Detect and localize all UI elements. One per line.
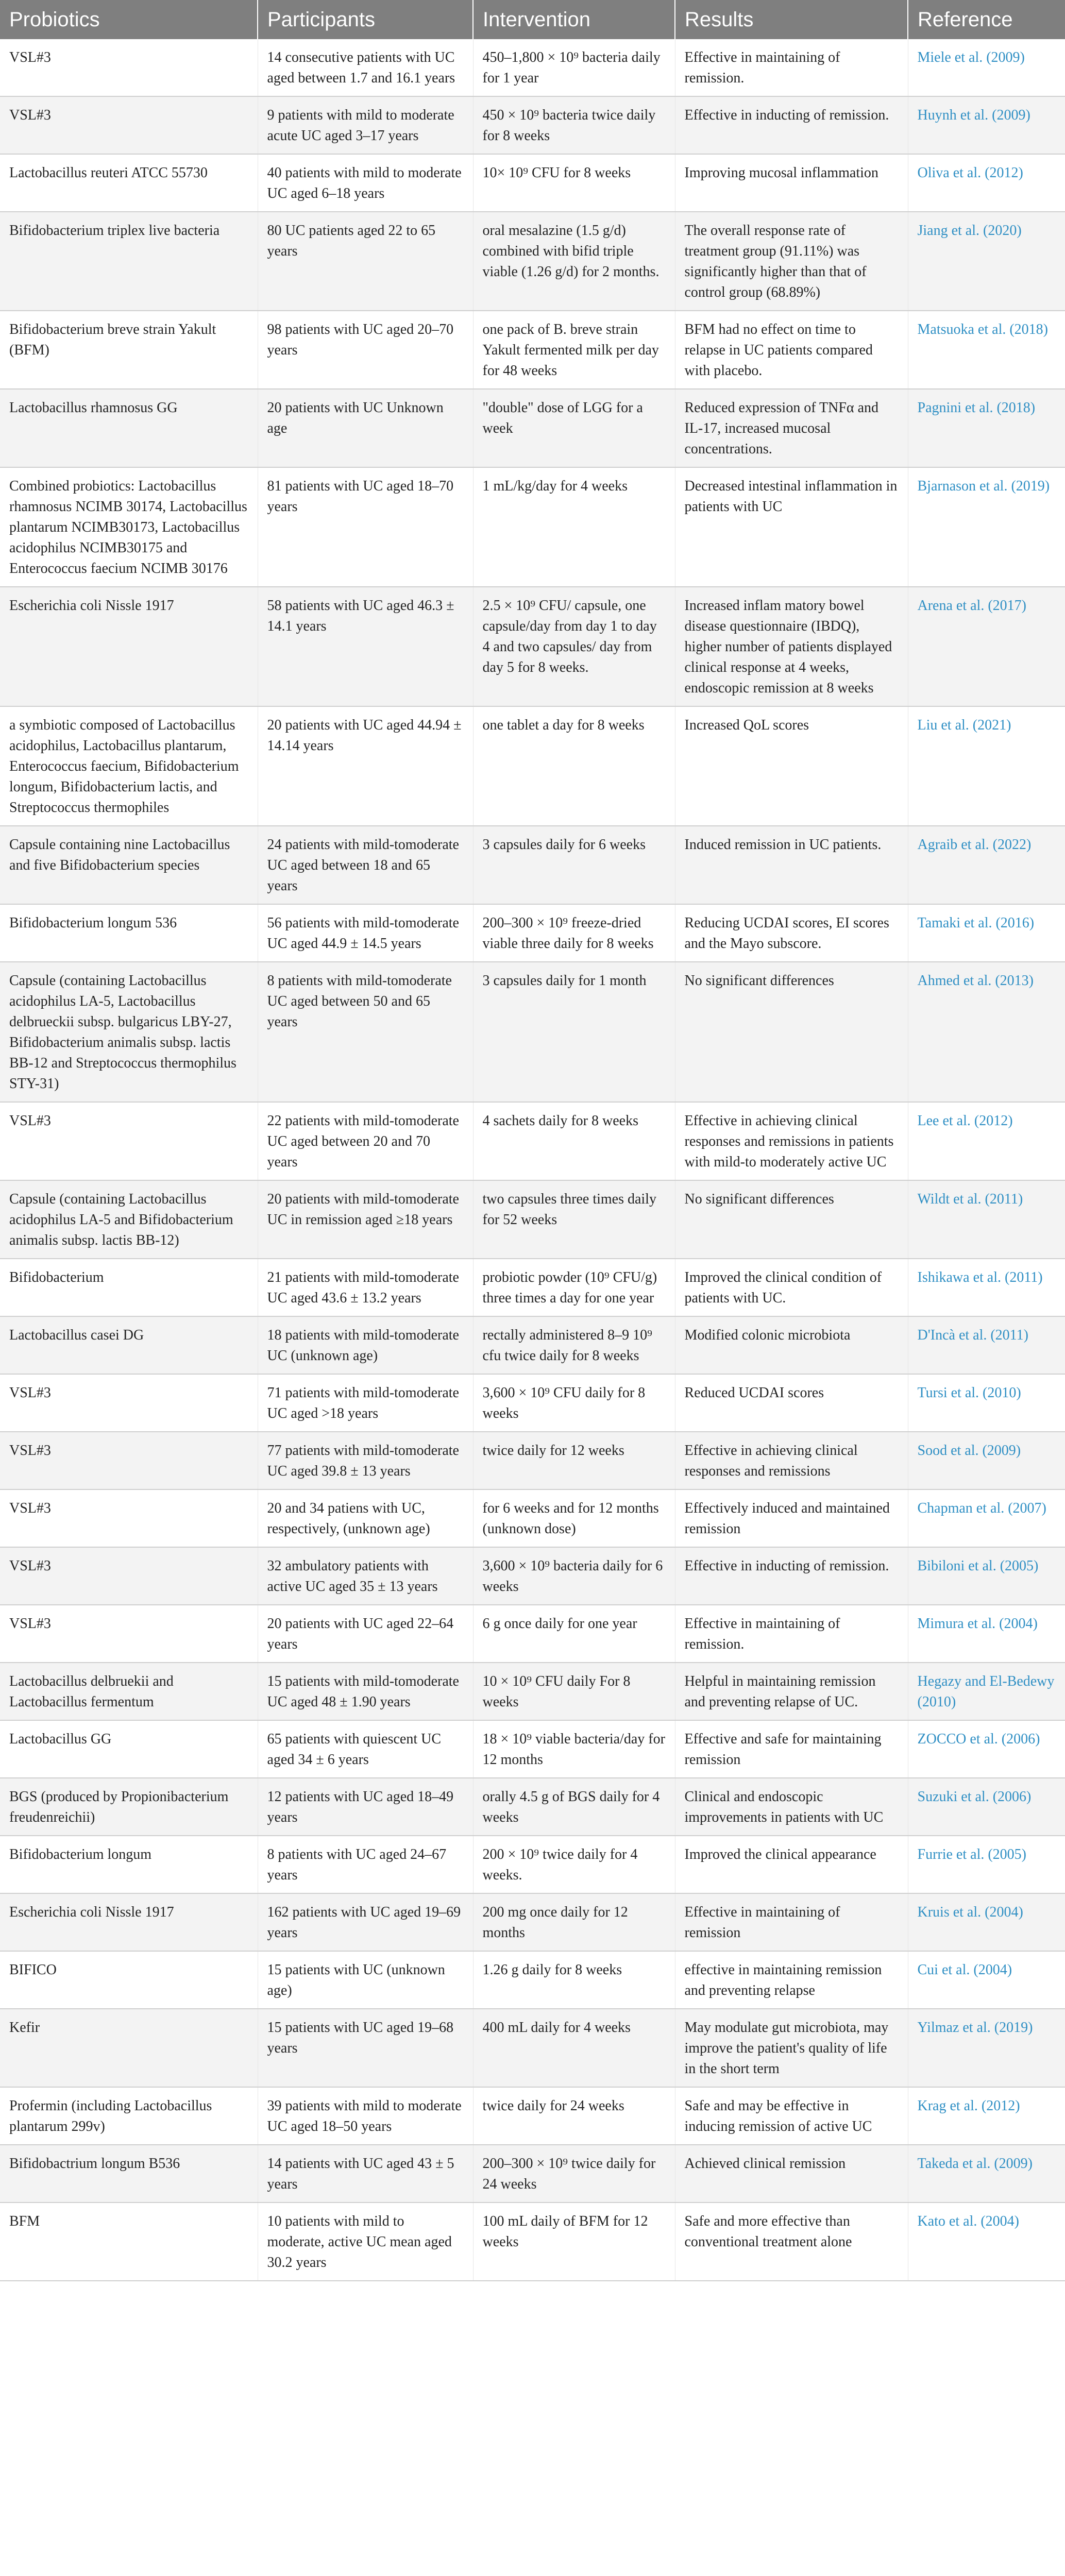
cell-results: Effective in maintaining of remission. [675,1605,908,1663]
cell-probiotic: Lactobacillus reuteri ATCC 55730 [0,154,258,212]
cell-reference[interactable]: Pagnini et al. (2018) [908,389,1065,467]
cell-reference[interactable]: Jiang et al. (2020) [908,212,1065,311]
cell-results: The overall response rate of treatment group (91.11%) was significantly higher than that of control group (68.89%) [675,212,908,311]
cell-intervention: one pack of B. breve strain Yakult fermented milk per day for 48 weeks [473,311,675,389]
cell-intervention: 3 capsules daily for 6 weeks [473,826,675,904]
table-row [0,39,1065,96]
cell-reference[interactable]: Cui et al. (2004) [908,1951,1065,2009]
table-row [0,2145,1065,2202]
cell-probiotic: Lactobacillus rhamnosus GG [0,389,258,467]
cell-reference[interactable]: Bjarnason et al. (2019) [908,467,1065,587]
cell-intervention: oral mesalazine (1.5 g/d) combined with bifid triple viable (1.26 g/d) for 2 months. [473,212,675,311]
table-body [0,39,1065,2281]
header-probiotics: Probiotics [0,0,258,39]
cell-intervention: twice daily for 24 weeks [473,2087,675,2145]
cell-probiotic: Bifidobacterium triplex live bacteria [0,212,258,311]
cell-reference[interactable]: Kato et al. (2004) [908,2202,1065,2281]
cell-intervention: rectally administered 8–9 10⁹ cfu twice daily for 8 weeks [473,1316,675,1374]
cell-reference[interactable]: ZOCCO et al. (2006) [908,1720,1065,1778]
cell-results: Safe and more effective than conventional treatment alone [675,2202,908,2281]
cell-results: Improved the clinical appearance [675,1836,908,1893]
cell-results: Achieved clinical remission [675,2145,908,2202]
cell-reference[interactable]: Takeda et al. (2009) [908,2145,1065,2202]
table-row [0,212,1065,311]
cell-intervention: 200–300 × 10⁹ twice daily for 24 weeks [473,2145,675,2202]
cell-probiotic: Capsule containing nine Lactobacillus and five Bifidobacterium species [0,826,258,904]
cell-probiotic: VSL#3 [0,39,258,96]
cell-probiotic: BFM [0,2202,258,2281]
table-row [0,1432,1065,1489]
table-row [0,1663,1065,1720]
table-row [0,2009,1065,2087]
cell-probiotic: BGS (produced by Propionibacterium freudenreichii) [0,1778,258,1836]
cell-reference[interactable]: Yilmaz et al. (2019) [908,2009,1065,2087]
cell-participants: 65 patients with quiescent UC aged 34 ± 6 years [258,1720,473,1778]
cell-reference[interactable]: Huynh et al. (2009) [908,96,1065,154]
cell-intervention: 200–300 × 10⁹ freeze-dried viable three daily for 8 weeks [473,904,675,962]
cell-intervention: 100 mL daily of BFM for 12 weeks [473,2202,675,2281]
cell-probiotic: Bifidobacterium breve strain Yakult (BFM) [0,311,258,389]
cell-intervention: 3,600 × 10⁹ CFU daily for 8 weeks [473,1374,675,1432]
cell-participants: 20 patients with mild-tomoderate UC in remission aged ≥18 years [258,1180,473,1259]
cell-probiotic: a symbiotic composed of Lactobacillus acidophilus, Lactobacillus plantarum, Enterococcus faecium, Bifidobacterium longum, Bifidobacterium lactis, and Streptococcus thermophiles [0,706,258,826]
cell-results: May modulate gut microbiota, may improve the patient's quality of life in the short term [675,2009,908,2087]
cell-participants: 24 patients with mild-tomoderate UC aged between 18 and 65 years [258,826,473,904]
cell-probiotic: Lactobacillus delbruekii and Lactobacillus fermentum [0,1663,258,1720]
cell-participants: 77 patients with mild-tomoderate UC aged 39.8 ± 13 years [258,1432,473,1489]
table-row [0,96,1065,154]
cell-intervention: 2.5 × 10⁹ CFU/ capsule, one capsule/day from day 1 to day 4 and two capsules/ day from day 5 for 8 weeks. [473,587,675,706]
cell-participants: 14 patients with UC aged 43 ± 5 years [258,2145,473,2202]
cell-results: Reduced expression of TNFα and IL-17, increased mucosal concentrations. [675,389,908,467]
table-row [0,1374,1065,1432]
cell-reference[interactable]: Tursi et al. (2010) [908,1374,1065,1432]
cell-intervention: 200 mg once daily for 12 months [473,1893,675,1951]
cell-results: BFM had no effect on time to relapse in UC patients compared with placebo. [675,311,908,389]
cell-intervention: 18 × 10⁹ viable bacteria/day for 12 months [473,1720,675,1778]
cell-results: Effective in maintaining of remission [675,1893,908,1951]
cell-participants: 39 patients with mild to moderate UC aged 18–50 years [258,2087,473,2145]
cell-participants: 15 patients with UC (unknown age) [258,1951,473,2009]
cell-intervention: 1.26 g daily for 8 weeks [473,1951,675,2009]
cell-reference[interactable]: Mimura et al. (2004) [908,1605,1065,1663]
table-row [0,587,1065,706]
cell-probiotic: Bifidobactrium longum B536 [0,2145,258,2202]
cell-probiotic: Bifidobacterium longum [0,1836,258,1893]
cell-probiotic: Kefir [0,2009,258,2087]
table-row [0,1836,1065,1893]
cell-participants: 40 patients with mild to moderate UC aged 6–18 years [258,154,473,212]
cell-participants: 71 patients with mild-tomoderate UC aged >18 years [258,1374,473,1432]
cell-results: Clinical and endoscopic improvements in patients with UC [675,1778,908,1836]
cell-intervention: one tablet a day for 8 weeks [473,706,675,826]
cell-results: Reduced UCDAI scores [675,1374,908,1432]
table-header [0,0,1065,39]
cell-results: Modified colonic microbiota [675,1316,908,1374]
cell-participants: 20 patients with UC Unknown age [258,389,473,467]
cell-reference[interactable]: Arena et al. (2017) [908,587,1065,706]
cell-intervention: 6 g once daily for one year [473,1605,675,1663]
cell-probiotic: Capsule (containing Lactobacillus acidophilus LA-5 and Bifidobacterium animalis subsp. lactis BB-12) [0,1180,258,1259]
header-results: Results [675,0,908,39]
cell-intervention: 3,600 × 10⁹ bacteria daily for 6 weeks [473,1547,675,1605]
cell-probiotic: Lactobacillus GG [0,1720,258,1778]
cell-probiotic: VSL#3 [0,1432,258,1489]
table-row [0,904,1065,962]
cell-results: Increased inflam matory bowel disease questionnaire (IBDQ), higher number of patients displayed clinical response at 4 weeks, endoscopic remission at 8 weeks [675,587,908,706]
cell-intervention: 10× 10⁹ CFU for 8 weeks [473,154,675,212]
table-row [0,311,1065,389]
cell-results: Safe and may be effective in inducing remission of active UC [675,2087,908,2145]
table-row [0,1489,1065,1547]
cell-intervention: 450 × 10⁹ bacteria twice daily for 8 weeks [473,96,675,154]
cell-participants: 98 patients with UC aged 20–70 years [258,311,473,389]
cell-intervention: 450–1,800 × 10⁹ bacteria daily for 1 year [473,39,675,96]
cell-participants: 10 patients with mild to moderate, active UC mean aged 30.2 years [258,2202,473,2281]
table-row [0,467,1065,587]
header-participants: Participants [258,0,473,39]
cell-probiotic: VSL#3 [0,1605,258,1663]
cell-probiotic: Escherichia coli Nissle 1917 [0,587,258,706]
table-row [0,1180,1065,1259]
table-row [0,2087,1065,2145]
cell-participants: 58 patients with UC aged 46.3 ± 14.1 years [258,587,473,706]
cell-intervention: 3 capsules daily for 1 month [473,962,675,1102]
table-row [0,1893,1065,1951]
table-row [0,826,1065,904]
table-row [0,706,1065,826]
cell-results: Increased QoL scores [675,706,908,826]
table-row [0,1605,1065,1663]
cell-intervention: two capsules three times daily for 52 weeks [473,1180,675,1259]
table-row [0,1259,1065,1316]
table-row [0,154,1065,212]
cell-probiotic: Capsule (containing Lactobacillus acidophilus LA-5, Lactobacillus delbrueckii subsp. bulgaricus LBY-27, Bifidobacterium animalis subsp. lactis BB-12 and Streptococcus thermophilus STY-31) [0,962,258,1102]
cell-reference[interactable]: Ahmed et al. (2013) [908,962,1065,1102]
cell-results: Reducing UCDAI scores, EI scores and the Mayo subscore. [675,904,908,962]
cell-results: Decreased intestinal inflammation in patients with UC [675,467,908,587]
table-row [0,2202,1065,2281]
cell-reference[interactable]: Bibiloni et al. (2005) [908,1547,1065,1605]
cell-participants: 8 patients with mild-tomoderate UC aged between 50 and 65 years [258,962,473,1102]
cell-results: Effective in inducting of remission. [675,96,908,154]
cell-participants: 12 patients with UC aged 18–49 years [258,1778,473,1836]
cell-results: Effective and safe for maintaining remission [675,1720,908,1778]
cell-reference[interactable]: Wildt et al. (2011) [908,1180,1065,1259]
cell-intervention: 400 mL daily for 4 weeks [473,2009,675,2087]
cell-reference[interactable]: Miele et al. (2009) [908,39,1065,96]
cell-participants: 20 patients with UC aged 44.94 ± 14.14 years [258,706,473,826]
cell-participants: 20 and 34 patiens with UC, respectively, (unknown age) [258,1489,473,1547]
cell-participants: 32 ambulatory patients with active UC aged 35 ± 13 years [258,1547,473,1605]
cell-probiotic: VSL#3 [0,1489,258,1547]
cell-results: Induced remission in UC patients. [675,826,908,904]
cell-intervention: probiotic powder (10⁹ CFU/g) three times a day for one year [473,1259,675,1316]
cell-probiotic: Escherichia coli Nissle 1917 [0,1893,258,1951]
cell-results: Effective in maintaining of remission. [675,39,908,96]
cell-reference[interactable]: D'Incà et al. (2011) [908,1316,1065,1374]
cell-participants: 9 patients with mild to moderate acute UC aged 3–17 years [258,96,473,154]
cell-participants: 18 patients with mild-tomoderate UC (unknown age) [258,1316,473,1374]
header-reference: Reference [908,0,1065,39]
cell-participants: 162 patients with UC aged 19–69 years [258,1893,473,1951]
cell-results: Improving mucosal inflammation [675,154,908,212]
cell-probiotic: Bifidobacterium longum 536 [0,904,258,962]
cell-participants: 81 patients with UC aged 18–70 years [258,467,473,587]
cell-participants: 22 patients with mild-tomoderate UC aged between 20 and 70 years [258,1102,473,1180]
cell-reference[interactable]: Sood et al. (2009) [908,1432,1065,1489]
cell-intervention: "double" dose of LGG for a week [473,389,675,467]
cell-intervention: twice daily for 12 weeks [473,1432,675,1489]
cell-intervention: for 6 weeks and for 12 months (unknown dose) [473,1489,675,1547]
header-row [0,0,1065,39]
table-row [0,1316,1065,1374]
cell-participants: 15 patients with UC aged 19–68 years [258,2009,473,2087]
cell-reference[interactable]: Kruis et al. (2004) [908,1893,1065,1951]
cell-intervention: 1 mL/kg/day for 4 weeks [473,467,675,587]
cell-reference[interactable]: Agraib et al. (2022) [908,826,1065,904]
cell-results: Effective in inducting of remission. [675,1547,908,1605]
cell-participants: 14 consecutive patients with UC aged between 1.7 and 16.1 years [258,39,473,96]
cell-probiotic: Profermin (including Lactobacillus plantarum 299v) [0,2087,258,2145]
table-row [0,1720,1065,1778]
cell-probiotic: VSL#3 [0,1102,258,1180]
cell-reference[interactable]: Suzuki et al. (2006) [908,1778,1065,1836]
cell-results: No significant differences [675,1180,908,1259]
table-row [0,389,1065,467]
cell-reference[interactable]: Oliva et al. (2012) [908,154,1065,212]
cell-reference[interactable]: Tamaki et al. (2016) [908,904,1065,962]
cell-results: No significant differences [675,962,908,1102]
cell-reference[interactable]: Ishikawa et al. (2011) [908,1259,1065,1316]
cell-intervention: 10 × 10⁹ CFU daily For 8 weeks [473,1663,675,1720]
cell-results: Helpful in maintaining remission and preventing relapse of UC. [675,1663,908,1720]
cell-participants: 8 patients with UC aged 24–67 years [258,1836,473,1893]
cell-probiotic: BIFICO [0,1951,258,2009]
cell-results: effective in maintaining remission and preventing relapse [675,1951,908,2009]
cell-probiotic: Bifidobacterium [0,1259,258,1316]
cell-reference[interactable]: Liu et al. (2021) [908,706,1065,826]
header-intervention: Intervention [473,0,675,39]
cell-intervention: 200 × 10⁹ twice daily for 4 weeks. [473,1836,675,1893]
cell-participants: 15 patients with mild-tomoderate UC aged 48 ± 1.90 years [258,1663,473,1720]
table-row [0,1547,1065,1605]
table-row [0,962,1065,1102]
cell-reference[interactable]: Furrie et al. (2005) [908,1836,1065,1893]
cell-results: Effectively induced and maintained remission [675,1489,908,1547]
cell-results: Effective in achieving clinical responses and remissions [675,1432,908,1489]
cell-participants: 20 patients with UC aged 22–64 years [258,1605,473,1663]
cell-probiotic: VSL#3 [0,1547,258,1605]
cell-probiotic: Lactobacillus casei DG [0,1316,258,1374]
cell-intervention: 4 sachets daily for 8 weeks [473,1102,675,1180]
table-row [0,1102,1065,1180]
cell-probiotic: Combined probiotics: Lactobacillus rhamnosus NCIMB 30174, Lactobacillus plantarum NCIMB30173, Lactobacillus acidophilus NCIMB30175 and Enterococcus faecium NCIMB 30176 [0,467,258,587]
cell-intervention: orally 4.5 g of BGS daily for 4 weeks [473,1778,675,1836]
cell-participants: 56 patients with mild-tomoderate UC aged 44.9 ± 14.5 years [258,904,473,962]
cell-reference[interactable]: Krag et al. (2012) [908,2087,1065,2145]
cell-reference[interactable]: Matsuoka et al. (2018) [908,311,1065,389]
table-row [0,1778,1065,1836]
cell-results: Improved the clinical condition of patients with UC. [675,1259,908,1316]
cell-results: Effective in achieving clinical responses and remissions in patients with mild-to moderately active UC [675,1102,908,1180]
cell-reference[interactable]: Chapman et al. (2007) [908,1489,1065,1547]
cell-probiotic: VSL#3 [0,1374,258,1432]
table-row [0,1951,1065,2009]
cell-reference[interactable]: Hegazy and El-Bedewy (2010) [908,1663,1065,1720]
cell-reference[interactable]: Lee et al. (2012) [908,1102,1065,1180]
cell-participants: 80 UC patients aged 22 to 65 years [258,212,473,311]
cell-participants: 21 patients with mild-tomoderate UC aged 43.6 ± 13.2 years [258,1259,473,1316]
cell-probiotic: VSL#3 [0,96,258,154]
